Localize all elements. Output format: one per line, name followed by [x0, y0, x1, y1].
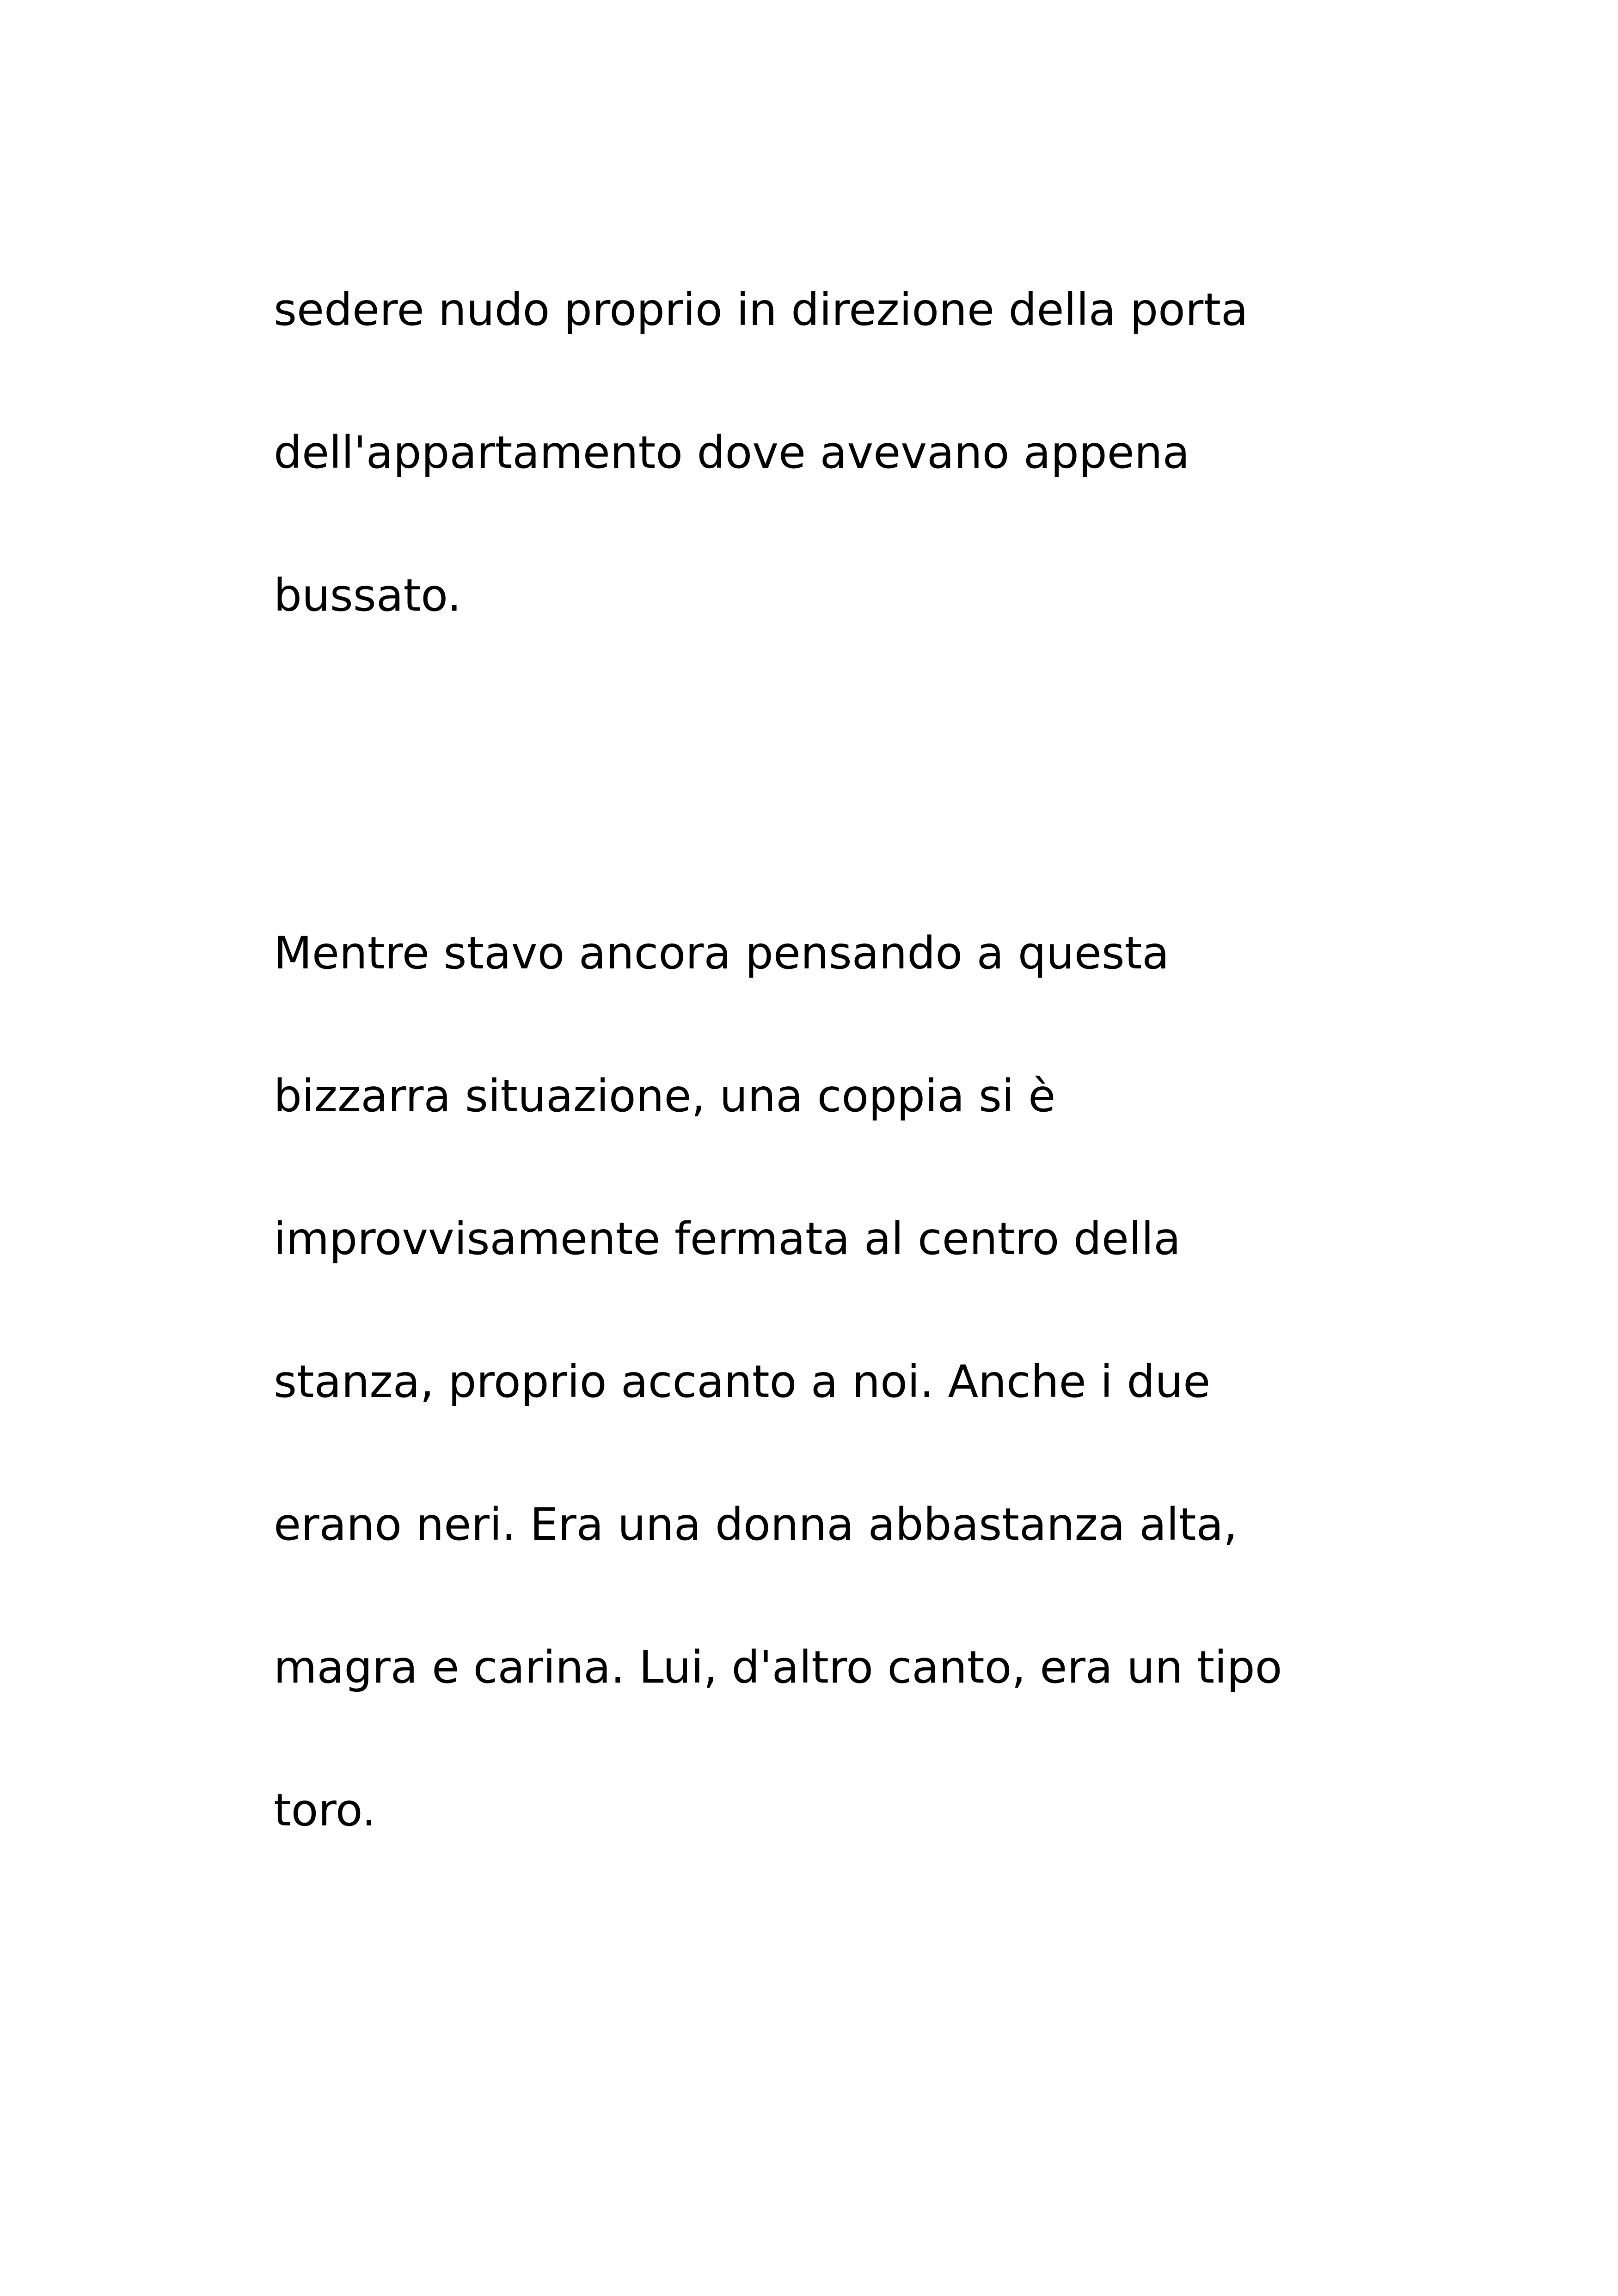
text-line: dell'appartamento dove avevano appena: [274, 427, 1190, 478]
text-line: stanza, proprio accanto a noi. Anche i due: [274, 1356, 1211, 1408]
text-line: sedere nudo proprio in direzione della porta: [274, 284, 1248, 336]
text-line: improvvisamente fermata al centro della: [274, 1213, 1181, 1265]
text-line: toro.: [274, 1784, 376, 1836]
text-line: Mentre stavo ancora pensando a questa: [274, 927, 1170, 979]
text-line: bizzarra situazione, una coppia si è: [274, 1070, 1056, 1122]
text-line: magra e carina. Lui, d'altro canto, era un tipo: [274, 1641, 1282, 1693]
text-line: erano neri. Era una donna abbastanza alta,: [274, 1499, 1238, 1550]
text-line: bussato.: [274, 569, 461, 621]
